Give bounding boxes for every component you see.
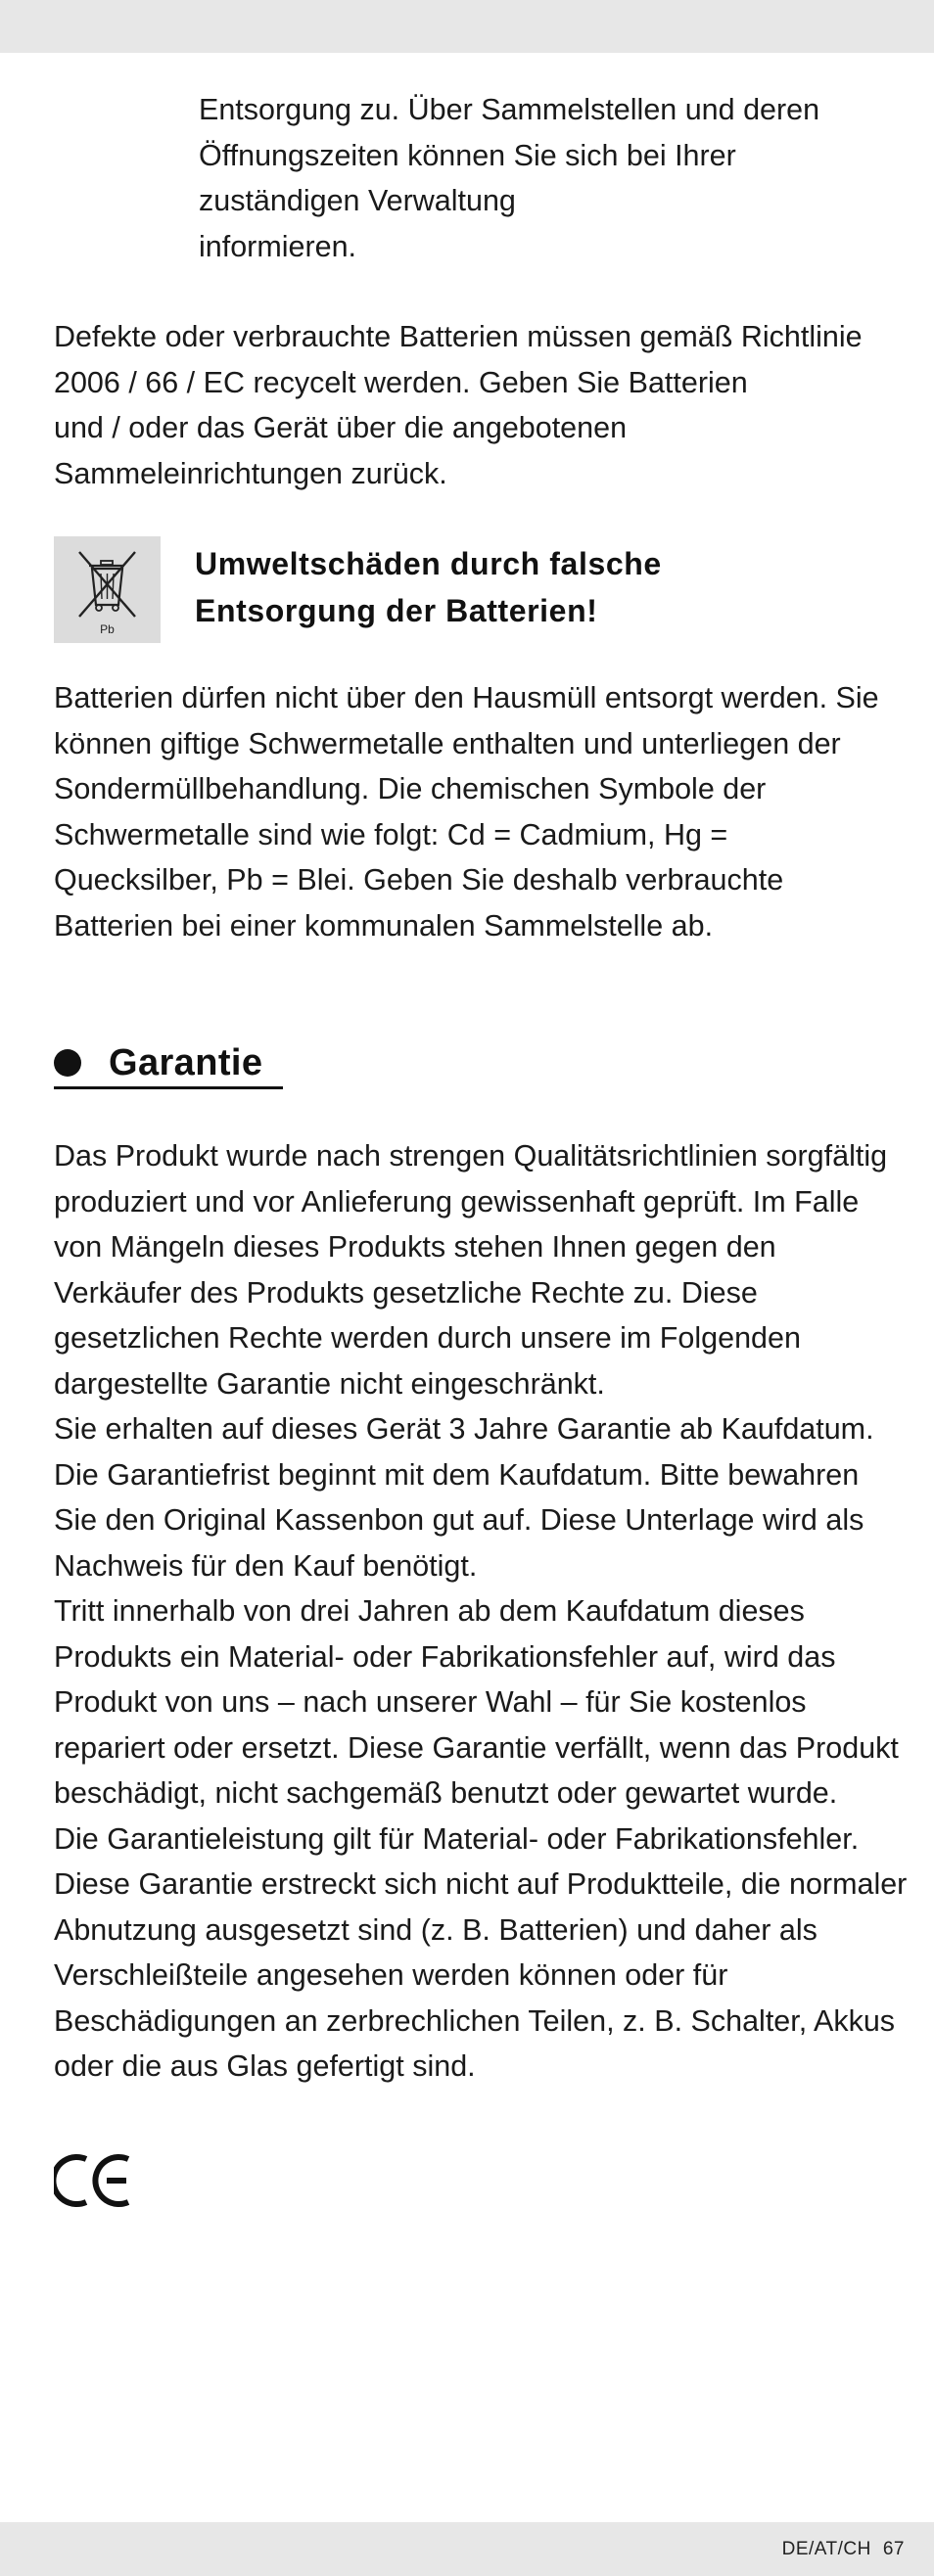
- text-line: Entsorgung zu. Über Sammelstellen und deren: [199, 93, 820, 126]
- text-line: repariert oder ersetzt. Diese Garantie verfällt, wenn das Produkt: [54, 1730, 899, 1765]
- footer-region: DE/AT/CH: [781, 2539, 871, 2559]
- section-title: Garantie: [109, 1042, 263, 1083]
- header-bar: [0, 0, 934, 53]
- text-line: Produkt von uns – nach unserer Wahl – für Sie kostenlos: [54, 1685, 807, 1719]
- guarantee-paragraph: [54, 1133, 907, 2090]
- text-line: Batterien bei einer kommunalen Sammelstelle ab.: [54, 908, 714, 943]
- text-line: Produkts ein Material- oder Fabrikationsfehler auf, wird das: [54, 1639, 836, 1674]
- text-line: Beschädigungen an zerbrechlichen Teilen, z. B. Schalter, Akkus: [54, 2003, 896, 2038]
- text-line: Sondermüllbehandlung. Die chemischen Symbole der: [54, 772, 767, 805]
- text-line: Nachweis für den Kauf benötigt.: [54, 1548, 478, 1583]
- battery-recycling-paragraph: [54, 314, 863, 496]
- text-line: Batterien dürfen nicht über den Hausmüll entsorgt werden. Sie: [54, 681, 879, 714]
- text-line: Tritt innerhalb von drei Jahren ab dem Kaufdatum dieses: [54, 1594, 805, 1628]
- text-line: Das Produkt wurde nach strengen Qualitätsrichtlinien sorgfältig: [54, 1139, 888, 1173]
- text-line: zuständigen Verwaltung: [199, 184, 516, 217]
- warning-title-line: Entsorgung der Batterien!: [195, 593, 598, 628]
- battery-disposal-paragraph: [54, 675, 879, 948]
- text-line: und / oder das Gerät über die angebotenen: [54, 411, 628, 444]
- text-line: oder die aus Glas gefertigt sind.: [54, 2049, 476, 2083]
- text-line: Verschleißteile angesehen werden können oder für: [54, 1958, 728, 1992]
- text-line: Öffnungszeiten können Sie sich bei Ihrer: [199, 138, 736, 172]
- text-line: beschädigt, nicht sachgemäß benutzt oder gewartet wurde.: [54, 1776, 838, 1810]
- text-line: Sammeleinrichtungen zurück.: [54, 456, 447, 490]
- text-line: Diese Garantie erstreckt sich nicht auf Produktteile, die normaler: [54, 1867, 908, 1901]
- text-line: gesetzlichen Rechte werden durch unsere im Folgenden: [54, 1321, 801, 1355]
- warning-title-line: Umweltschäden durch falsche: [195, 546, 662, 581]
- pb-label: Pb: [100, 622, 115, 636]
- text-line: Schwermetalle sind wie folgt: Cd = Cadmium, Hg =: [54, 817, 728, 851]
- text-line: informieren.: [199, 229, 357, 263]
- text-line: Abnutzung ausgesetzt sind (z. B. Batterien) und daher als: [54, 1912, 817, 1947]
- section-heading-garantie: [54, 1035, 262, 1090]
- text-line: dargestellte Garantie nicht eingeschränkt.: [54, 1366, 605, 1401]
- text-line: 2006 / 66 / EC recycelt werden. Geben Sie Batterien: [54, 365, 748, 399]
- crossed-out-wheelie-bin-icon: [54, 536, 161, 643]
- warning-title: [195, 540, 662, 634]
- bullet-icon: [54, 1049, 81, 1077]
- text-line: produziert und vor Anlieferung gewissenhaft geprüft. Im Falle: [54, 1184, 860, 1219]
- text-line: Defekte oder verbrauchte Batterien müssen gemäß Richtlinie: [54, 320, 863, 353]
- text-line: von Mängeln dieses Produkts stehen Ihnen gegen den: [54, 1230, 776, 1264]
- footer-info: [782, 2522, 905, 2576]
- intro-text: [199, 87, 819, 269]
- heading-underline: [54, 1086, 283, 1089]
- text-line: Sie den Original Kassenbon gut auf. Diese Unterlage wird als: [54, 1503, 864, 1537]
- text-line: Verkäufer des Produkts gesetzliche Rechte zu. Diese: [54, 1275, 758, 1310]
- text-line: Sie erhalten auf dieses Gerät 3 Jahre Garantie ab Kaufdatum.: [54, 1412, 874, 1446]
- text-line: Quecksilber, Pb = Blei. Geben Sie deshalb verbrauchte: [54, 863, 784, 897]
- text-line: Die Garantiefrist beginnt mit dem Kaufdatum. Bitte bewahren: [54, 1457, 860, 1492]
- text-line: können giftige Schwermetalle enthalten und unterliegen der: [54, 726, 841, 760]
- ce-conformity-icon: [54, 2151, 132, 2215]
- page-number: 67: [882, 2539, 905, 2559]
- text-line: Die Garantieleistung gilt für Material- oder Fabrikationsfehler.: [54, 1821, 860, 1856]
